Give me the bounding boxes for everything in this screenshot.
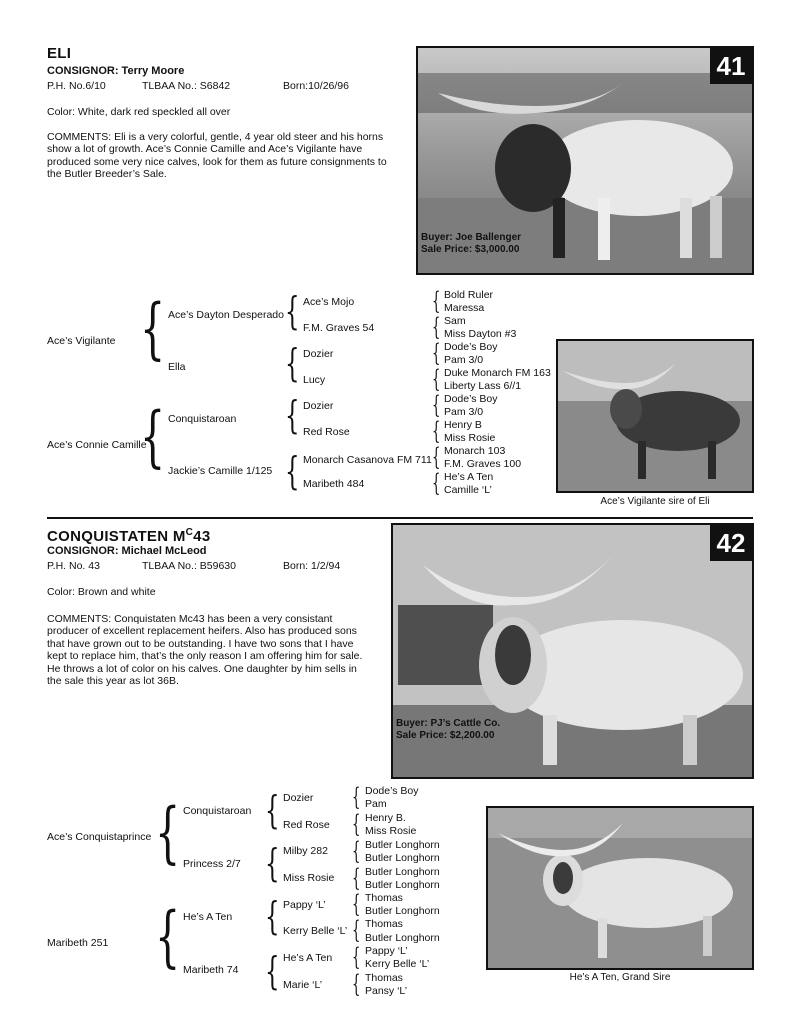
brace: { bbox=[352, 890, 361, 918]
lot41-sire-photo bbox=[556, 339, 754, 493]
pedigree-g4: He’s A Ten bbox=[444, 471, 494, 483]
pedigree-g4: Henry B. bbox=[365, 812, 406, 824]
pedigree-g4: Maressa bbox=[444, 302, 485, 314]
brace: { bbox=[352, 943, 361, 971]
pedigree-g3: Dozier bbox=[303, 400, 334, 412]
pedigree-g4: Butler Longhorn bbox=[365, 839, 440, 851]
brace: { bbox=[285, 393, 300, 437]
pedigree-g4: Camille ‘L’ bbox=[444, 484, 492, 496]
pedigree-g4: Sam bbox=[444, 315, 466, 327]
lot42-title-suffix: 43 bbox=[193, 528, 211, 545]
lot41-comments: COMMENTS: Eli is a very colorful, gentle, 4 year old steer and his horns show a lot of growth. Ace’s Connie Camille and Ace’s Vigilante have produced some very nice calves, look for them as future consignments to the Butler Breeder’s Sale. bbox=[47, 131, 387, 181]
brace: { bbox=[265, 841, 280, 885]
pedigree-g3: Kerry Belle ‘L’ bbox=[283, 925, 348, 937]
brace: { bbox=[140, 290, 166, 367]
brace: { bbox=[265, 788, 280, 832]
brace: { bbox=[432, 339, 441, 367]
brace: { bbox=[352, 916, 361, 944]
brace: { bbox=[285, 449, 300, 493]
pedigree-sire: Ace’s Conquistaprince bbox=[47, 831, 152, 843]
brace: { bbox=[140, 398, 166, 475]
lot41-born: Born:10/26/96 bbox=[283, 80, 349, 92]
lot41-ph-number: P.H. No.6/10 bbox=[47, 80, 106, 92]
lot41-tlbaa-number: TLBAA No.: S6842 bbox=[142, 80, 231, 92]
brace: { bbox=[285, 341, 300, 385]
pedigree-g4: Pam 3/0 bbox=[444, 406, 484, 418]
pedigree-g4: F.M. Graves 100 bbox=[444, 458, 522, 470]
pedigree-g4: Henry B bbox=[444, 419, 482, 431]
pedigree-g4: Thomas bbox=[365, 918, 403, 930]
brace: { bbox=[155, 794, 181, 871]
pedigree-g4: Butler Longhorn bbox=[365, 852, 440, 864]
lot41-buyer: Buyer: Joe Ballenger bbox=[421, 232, 522, 243]
pedigree-g4: Dode’s Boy bbox=[365, 785, 419, 797]
lot42-photo bbox=[391, 523, 754, 779]
pedigree-g4: Pam 3/0 bbox=[444, 354, 484, 366]
grandsire-photo-image bbox=[488, 808, 752, 968]
pedigree-g4: Kerry Belle ‘L’ bbox=[365, 958, 430, 970]
pedigree-dam: Maribeth 251 bbox=[47, 937, 109, 949]
pedigree-g3: F.M. Graves 54 bbox=[303, 322, 375, 334]
pedigree-g4: Bold Ruler bbox=[444, 289, 494, 301]
brace: { bbox=[352, 837, 361, 865]
lot42-tlbaa-number: TLBAA No.: B59630 bbox=[142, 560, 236, 572]
pedigree-g4: Monarch 103 bbox=[444, 445, 506, 457]
lot42-ph-number: P.H. No. 43 bbox=[47, 560, 100, 572]
pedigree-g4: Butler Longhorn bbox=[365, 905, 440, 917]
brace: { bbox=[432, 391, 441, 419]
lot42-grandsire-photo bbox=[486, 806, 754, 970]
lot42-born: Born: 1/2/94 bbox=[283, 560, 341, 572]
pedigree-granddam: Princess 2/7 bbox=[183, 858, 241, 870]
lot42-number-badge: 42 bbox=[710, 525, 752, 561]
brace: { bbox=[352, 783, 361, 811]
brace: { bbox=[352, 864, 361, 892]
lot41-sire-caption: Ace’s Vigilante sire of Eli bbox=[600, 496, 710, 507]
brace: { bbox=[285, 289, 300, 333]
lot42-color: Color: Brown and white bbox=[47, 586, 156, 598]
lot41-color: Color: White, dark red speckled all over bbox=[47, 106, 231, 118]
pedigree-g3: Maribeth 484 bbox=[303, 478, 365, 490]
pedigree-sire: Ace’s Vigilante bbox=[47, 335, 116, 347]
pedigree-g4: Dode’s Boy bbox=[444, 341, 498, 353]
pedigree-g4: Miss Rosie bbox=[444, 432, 496, 444]
pedigree-g4: Thomas bbox=[365, 972, 403, 984]
pedigree-granddam: Maribeth 74 bbox=[183, 964, 239, 976]
pedigree-g3: Ace’s Mojo bbox=[303, 296, 355, 308]
pedigree-g3: Miss Rosie bbox=[283, 872, 335, 884]
pedigree-g4: Butler Longhorn bbox=[365, 879, 440, 891]
lot41-sale-price: Sale Price: $3,000.00 bbox=[421, 244, 520, 255]
pedigree-g4: Liberty Lass 6//1 bbox=[444, 380, 522, 392]
lot42-comments: COMMENTS: Conquistaten Mc43 has been a very consistant producer of excellent replacement heifers. Also has produced sons that have grown out to be outstanding. I have two sons that I have kept to replace him, that’s the only reason I am offering him for sale. He throws a lot of color on his calves. One daughter by him sells in the sale this year as lot 36B. bbox=[47, 613, 363, 688]
pedigree-g3: Lucy bbox=[303, 374, 326, 386]
lot42-grandsire-caption: He’s A Ten, Grand Sire bbox=[569, 972, 671, 983]
pedigree-g4: Pappy ‘L’ bbox=[365, 945, 408, 957]
brace: { bbox=[155, 898, 181, 975]
lot42-title-superscript: C bbox=[185, 527, 194, 538]
pedigree-g4: Pam bbox=[365, 798, 387, 810]
lot42-title-text: CONQUISTATEN M bbox=[47, 528, 186, 545]
brace: { bbox=[432, 469, 441, 497]
pedigree-g3: Marie ‘L’ bbox=[283, 979, 323, 991]
pedigree-g4: Pansy ‘L’ bbox=[365, 985, 408, 997]
pedigree-g3: Dozier bbox=[303, 348, 334, 360]
lot41-title: ELI bbox=[47, 45, 72, 62]
pedigree-g4: Miss Rosie bbox=[365, 825, 417, 837]
pedigree-g4: Butler Longhorn bbox=[365, 932, 440, 944]
lot42-consignor: CONSIGNOR: Michael McLeod bbox=[47, 545, 207, 557]
bull-photo-image bbox=[558, 341, 752, 491]
lot41-number-badge: 41 bbox=[710, 48, 752, 84]
pedigree-granddam: Ella bbox=[168, 361, 186, 373]
lot42-title bbox=[47, 527, 210, 545]
pedigree-g3: Milby 282 bbox=[283, 845, 328, 857]
pedigree-g3: He’s A Ten bbox=[283, 952, 333, 964]
pedigree-g4: Butler Longhorn bbox=[365, 866, 440, 878]
pedigree-g3: Dozier bbox=[283, 792, 314, 804]
pedigree-g3: Monarch Casanova FM 711 bbox=[303, 454, 432, 466]
pedigree-grandsire: Ace’s Dayton Desperado bbox=[168, 309, 284, 321]
pedigree-g4: Miss Dayton #3 bbox=[444, 328, 517, 340]
pedigree-g4: Dode’s Boy bbox=[444, 393, 498, 405]
pedigree-g3: Red Rose bbox=[303, 426, 350, 438]
brace: { bbox=[432, 417, 441, 445]
brace: { bbox=[432, 313, 441, 341]
pedigree-grandsire: Conquistaroan bbox=[183, 805, 252, 817]
brace: { bbox=[265, 894, 280, 938]
pedigree-grandsire: He’s A Ten bbox=[183, 911, 233, 923]
pedigree-g4: Thomas bbox=[365, 892, 403, 904]
pedigree-dam: Ace’s Connie Camille bbox=[47, 439, 147, 451]
brace: { bbox=[352, 970, 361, 998]
pedigree-g3: Red Rose bbox=[283, 819, 330, 831]
pedigree-granddam: Jackie’s Camille 1/125 bbox=[168, 465, 273, 477]
brace: { bbox=[352, 810, 361, 838]
lot41-photo bbox=[416, 46, 754, 275]
pedigree-grandsire: Conquistaroan bbox=[168, 413, 237, 425]
pedigree-g3: Pappy ‘L’ bbox=[283, 899, 326, 911]
brace: { bbox=[265, 949, 280, 993]
brace: { bbox=[432, 287, 441, 315]
pedigree-g4: Duke Monarch FM 163 bbox=[444, 367, 551, 379]
brace: { bbox=[432, 443, 441, 471]
lot42-sale-price: Sale Price: $2,200.00 bbox=[396, 730, 495, 741]
lot41-consignor: CONSIGNOR: Terry Moore bbox=[47, 65, 185, 77]
brace: { bbox=[432, 365, 441, 393]
section-divider bbox=[47, 517, 753, 519]
lot42-buyer: Buyer: PJ’s Cattle Co. bbox=[396, 718, 501, 729]
